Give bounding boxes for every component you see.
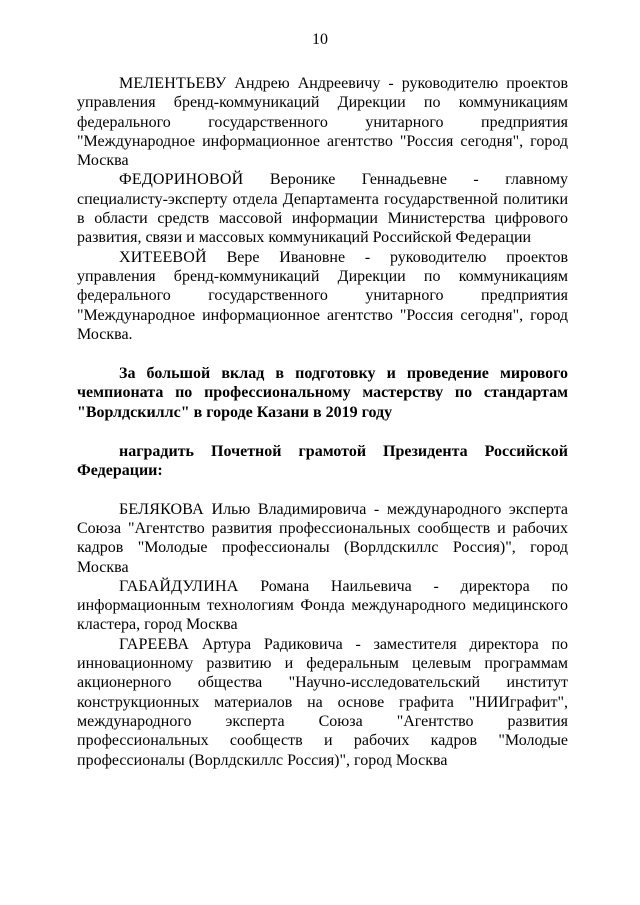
recipient-surname: ХИТЕЕВОЙ: [119, 248, 207, 266]
spacer: [77, 481, 568, 500]
award-entry: [77, 500, 568, 577]
recipient-details: Вере Ивановне - руководителю проектов управления бренд-коммуникаций Дирекции по коммуникациям федерального государственного унитарного предприятия "Международное информационное агентство "Россия сегодня", город Москва.: [77, 248, 568, 343]
award-entry: [77, 170, 568, 247]
page-number: 10: [312, 31, 328, 48]
recipient-details: Илью Владимировича - международного эксперта Союза "Агентство развития профессиональных сообществ и рабочих кадров "Молодые профессионалы (Ворлдскиллс Россия)", город Москва: [77, 500, 568, 576]
recipient-details: Романа Наильевича - директора по информационным технологиям Фонда международного медицинского кластера, город Москва: [77, 577, 568, 634]
section-heading: За большой вклад в подготовку и проведение мирового чемпионата по профессиональному мастерству по стандартам "Ворлдскиллс" в городе Казани в 2019 году: [77, 365, 568, 421]
award-entry: [77, 635, 568, 770]
award-entry: [77, 248, 568, 344]
award-decision: наградить Почетной грамотой Президента Российской Федерации:: [77, 443, 568, 480]
recipient-surname: ГАРЕЕВА: [119, 635, 190, 653]
award-entry: [77, 74, 568, 170]
document-body: [77, 74, 568, 770]
recipient-surname: БЕЛЯКОВА: [119, 500, 204, 518]
recipient-surname: ФЕДОРИНОВОЙ: [119, 171, 244, 189]
recipient-details: Веронике Геннадьевне - главному специалисту-эксперту отдела Департамента государственной политики в области средств массовой информации Министерства цифрового развития, связи и массовых коммуникаций Российской Федерации: [77, 171, 568, 247]
recipient-surname: ГАБАЙДУЛИНА: [119, 577, 239, 595]
recipient-surname: МЕЛЕНТЬЕВУ: [119, 75, 227, 92]
award-entry: [77, 577, 568, 635]
recipient-details: Андрею Андреевичу - руководителю проектов управления бренд-коммуникаций Дирекции по коммуникациям федерального государственного унитарного предприятия "Международное информационное агентство "Россия сегодня", город Москва: [77, 75, 568, 170]
recipient-details: Артура Радиковича - заместителя директора по инновационному развитию и федеральным целевым программам акционерного общества "Научно-исследовательский институт конструкционных материалов на основе графита "НИИграфит", международного эксперта Союза "Агентство развития профессиональных сообществ и рабочих кадров "Молодые профессионалы (Ворлдскиллс Россия)", город Москва: [77, 635, 568, 769]
